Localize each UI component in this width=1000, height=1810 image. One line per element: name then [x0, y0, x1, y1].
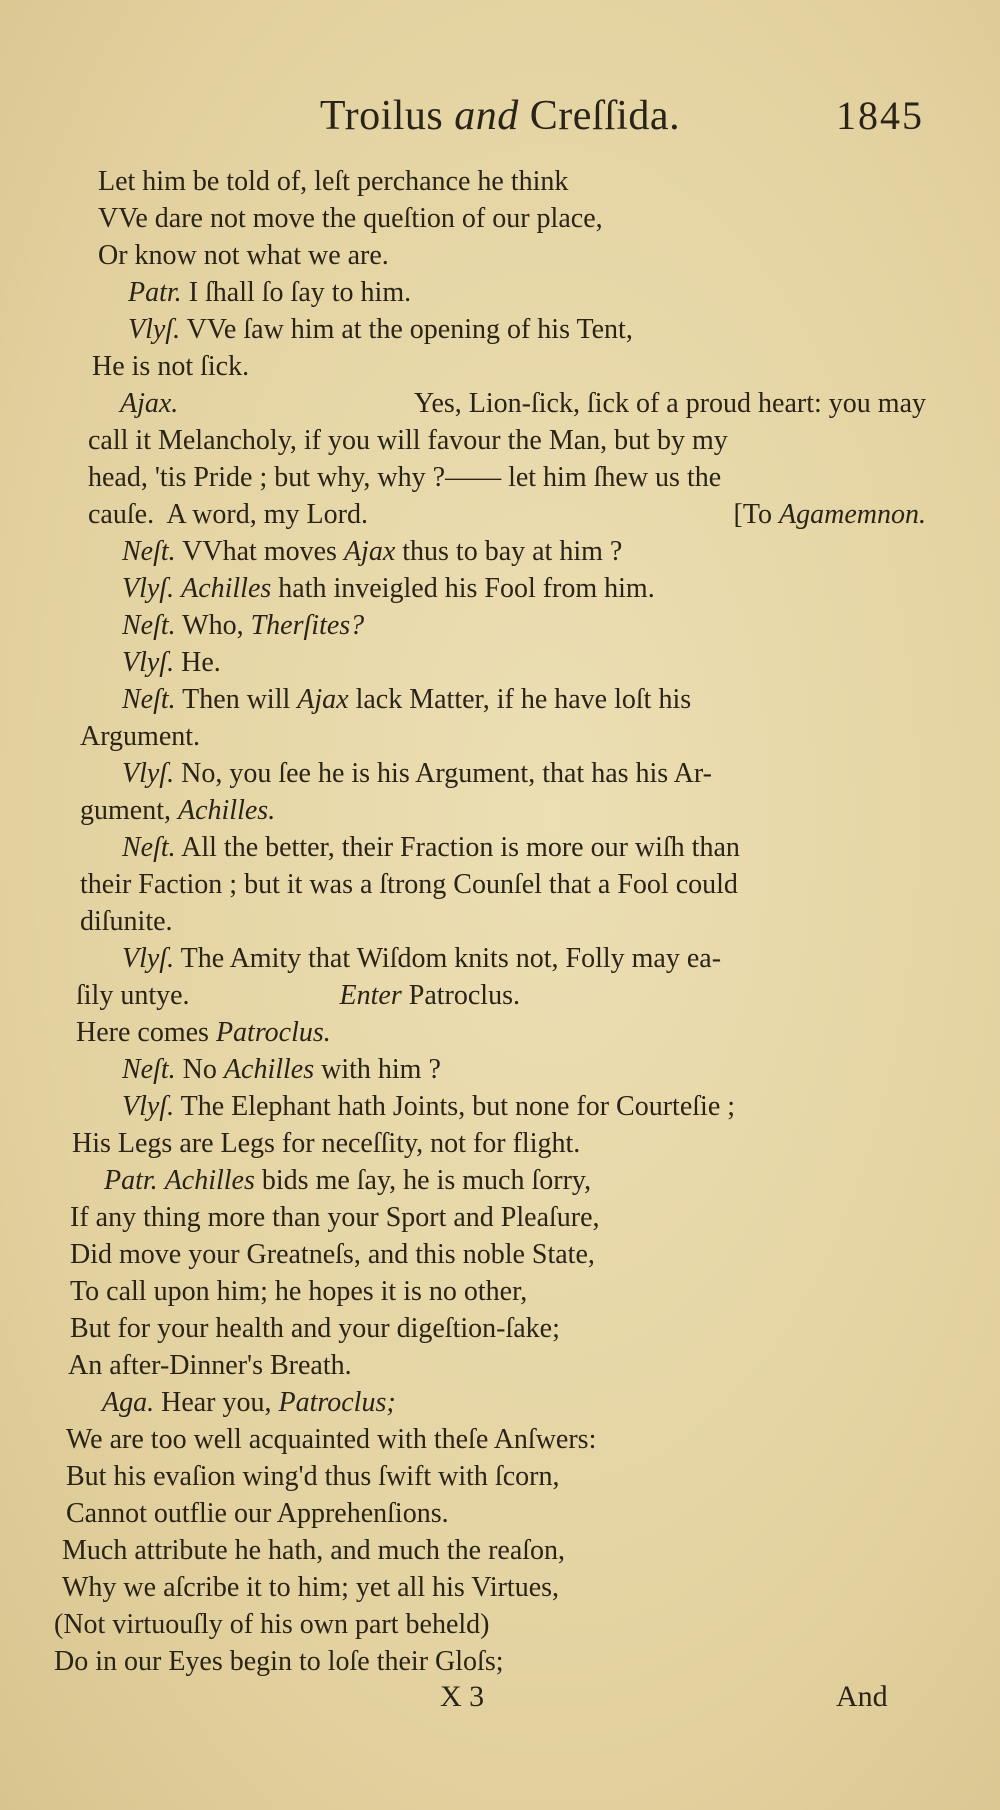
text-line: (Not virtuouſly of his own part beheld)	[54, 1609, 490, 1640]
text-line: gument, Achilles.	[80, 795, 276, 826]
text-line: their Faction ; but it was a ſtrong Counſel that a Fool could	[80, 869, 738, 900]
text-line: But his evaſion wing'd thus ſwift with ſcorn,	[66, 1461, 560, 1492]
stage-direction: Enter	[339, 980, 402, 1011]
text-line: Neſt. Then will Ajax lack Matter, if he have loſt his	[122, 684, 692, 715]
text-line: Let him be told of, leſt perchance he think	[98, 166, 569, 197]
title-and: and	[454, 93, 519, 139]
text-line: An after-Dinner's Breath.	[68, 1350, 352, 1381]
speaker-label: Neſt.	[122, 536, 176, 567]
text-line: Aga. Hear you, Patroclus;	[102, 1387, 396, 1418]
title-cressida: Creſſida.	[529, 93, 681, 139]
text-line: Vlyſ. No, you ſee he is his Argument, that has his Ar-	[122, 758, 712, 789]
speaker-label: Neſt.	[122, 832, 176, 863]
text-line: Vlyſ. Achilles hath inveigled his Fool from him.	[122, 573, 655, 604]
text-line: Why we aſcribe it to him; yet all his Virtues,	[62, 1572, 560, 1603]
text-line: head, 'tis Pride ; but why, why ?—— let him ſhew us the	[88, 462, 722, 493]
speaker-label: Vlyſ.	[122, 758, 175, 789]
text-line: Ajax. Yes, Lion-ſick, ſick of a proud heart: you may	[88, 385, 926, 422]
text-line: Vlyſ. He.	[122, 647, 221, 678]
speaker-label: Vlyſ.	[122, 647, 175, 678]
text-line: Do in our Eyes begin to loſe their Gloſs;	[54, 1646, 504, 1677]
text-line: Or know not what we are.	[98, 240, 389, 271]
speaker-label: Vlyſ.	[122, 573, 175, 604]
text-line: Patr. Achilles bids me ſay, he is much ſorry,	[104, 1165, 592, 1196]
speaker-label: Neſt.	[122, 610, 176, 641]
text-line: Neſt. Who, Therſites?	[122, 610, 365, 641]
speaker-label: Aga.	[102, 1387, 155, 1418]
text-line: call it Melancholy, if you will favour the Man, but by my	[88, 425, 728, 456]
text-line: If any thing more than your Sport and Pleaſure,	[70, 1202, 600, 1233]
text-line: His Legs are Legs for neceſſity, not for flight.	[72, 1128, 581, 1159]
text-line: Vlyſ. The Elephant hath Joints, but none for Courteſie ;	[122, 1091, 736, 1122]
page-number: 1845	[836, 93, 924, 138]
text-line: Patr. I ſhall ſo ſay to him.	[128, 277, 412, 308]
speaker-label: Neſt.	[122, 1054, 176, 1085]
text-line: But for your health and your digeſtion-ſake;	[70, 1313, 560, 1344]
text-line: ſily untye. Enter Patroclus.	[76, 980, 520, 1011]
title-troilus: Troilus	[319, 93, 444, 139]
speaker-label: Neſt.	[122, 684, 176, 715]
text-line: Here comes Patroclus.	[76, 1017, 331, 1048]
speaker-label: Vlyſ.	[122, 1091, 175, 1122]
speaker-label: Patr.	[104, 1165, 158, 1196]
text-line: He is not ſick.	[92, 351, 250, 382]
speaker-label: Vlyſ.	[122, 943, 175, 974]
text-line: We are too well acquainted with theſe Anſwers:	[66, 1424, 597, 1455]
text-line: Vlyſ. The Amity that Wiſdom knits not, Folly may ea-	[122, 943, 722, 974]
text-line: Argument.	[80, 721, 201, 752]
text-line: Neſt. No Achilles with him ?	[122, 1054, 441, 1085]
catchword: And	[836, 1680, 888, 1713]
text-line: VVe dare not move the queſtion of our place,	[98, 203, 603, 234]
text-line: Much attribute he hath, and much the reaſon,	[62, 1535, 566, 1566]
text-line: cauſe. A word, my Lord. [To Agamemnon.	[88, 499, 926, 530]
text-line: Cannot outflie our Apprehenſions.	[66, 1498, 449, 1529]
speaker-label: Ajax.	[120, 388, 179, 419]
text-line: diſunite.	[80, 906, 173, 937]
text-line: Vlyſ. VVe ſaw him at the opening of his Tent,	[128, 314, 633, 345]
signature-mark: X 3	[440, 1680, 485, 1713]
text-line: To call upon him; he hopes it is no other,	[70, 1276, 528, 1307]
speaker-label: Vlyſ.	[128, 314, 181, 345]
text-line: Neſt. All the better, their Fraction is more our wiſh than	[122, 832, 740, 863]
speaker-label: Patr.	[128, 277, 182, 308]
text-line: Neſt. VVhat moves Ajax thus to bay at him ?	[122, 536, 623, 567]
text-line: Did move your Greatneſs, and this noble State,	[70, 1239, 595, 1270]
